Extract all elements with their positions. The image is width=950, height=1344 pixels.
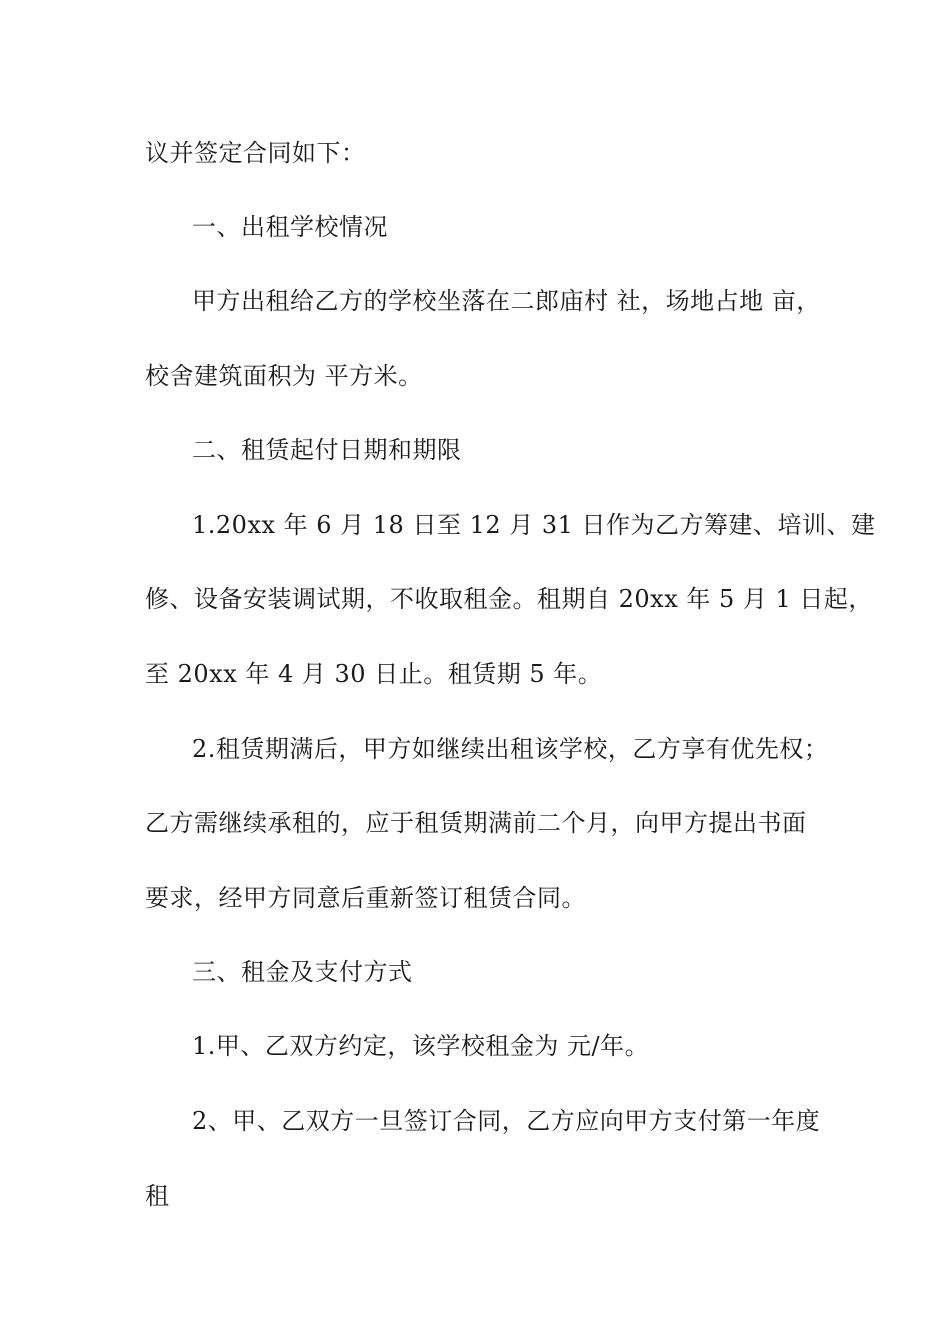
text-line-9: 2.租赁期满后，甲方如继续出租该学校，乙方享有优先权； bbox=[192, 735, 829, 763]
text-line-13: 1.甲、乙双方约定，该学校租金为 元/年。 bbox=[192, 1032, 650, 1060]
text-line-10: 乙方需继续承租的，应于租赁期满前二个月，向甲方提出书面 bbox=[145, 809, 807, 837]
section-heading-2: 二、租赁起付日期和期限 bbox=[192, 436, 462, 464]
text-line-6: 1.20xx 年 6 月 18 日至 12 月 31 日作为乙方筹建、培训、建 bbox=[192, 511, 876, 539]
text-line-4: 校舍建筑面积为 平方米。 bbox=[145, 362, 423, 390]
text-line-3: 甲方出租给乙方的学校坐落在二郎庙村 社，场地占地 亩， bbox=[192, 287, 821, 315]
section-heading-3: 三、租金及支付方式 bbox=[192, 958, 413, 986]
text-line-7: 修、设备安装调试期，不收取租金。租期自 20xx 年 5 月 1 日起， bbox=[145, 585, 873, 613]
text-line-15: 租 bbox=[145, 1182, 170, 1210]
text-line-8: 至 20xx 年 4 月 30 日止。租赁期 5 年。 bbox=[145, 660, 603, 688]
text-line-1: 议并签定合同如下： bbox=[145, 139, 366, 167]
text-line-11: 要求，经甲方同意后重新签订租赁合同。 bbox=[145, 884, 586, 912]
text-line-14: 2、甲、乙双方一旦签订合同，乙方应向甲方支付第一年度 bbox=[192, 1107, 821, 1135]
section-heading-1: 一、出租学校情况 bbox=[192, 213, 388, 241]
